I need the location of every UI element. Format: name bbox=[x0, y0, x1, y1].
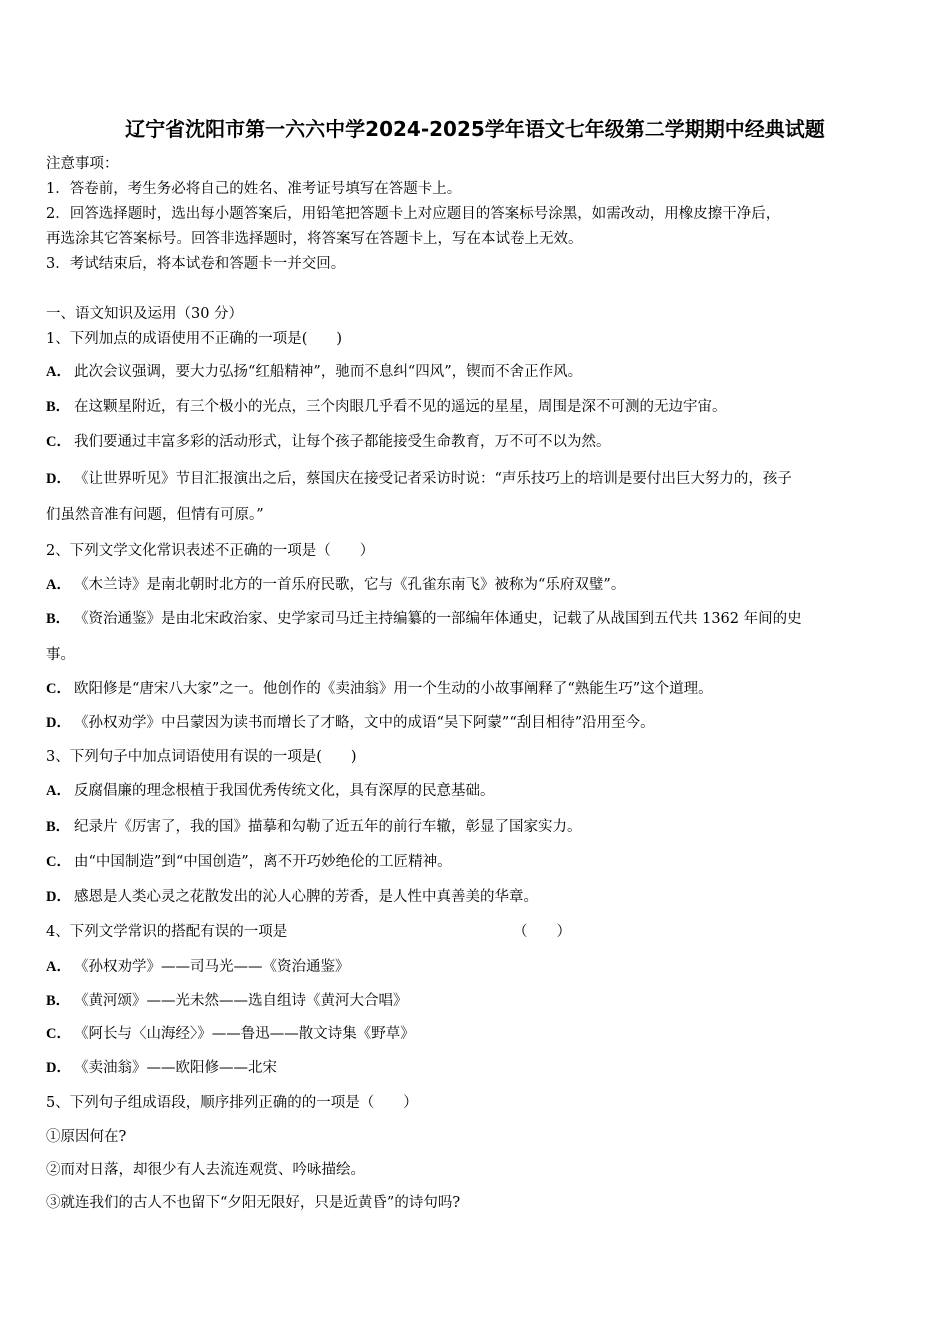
option-text: 欧阳修是“唐宋八大家”之一。他创作的《卖油翁》用一个生动的小故事阐释了“熟能生巧”这个道理。 bbox=[74, 681, 713, 697]
q4-answer-paren: （ ） bbox=[513, 924, 571, 940]
option-label: A． bbox=[46, 959, 71, 975]
q5-sentence-2: ②而对日落，却很少有人去流连观赏、吟咏描绘。 bbox=[46, 1162, 365, 1178]
q1-option-d bbox=[46, 467, 792, 488]
q5-sentence-1: ①原因何在? bbox=[46, 1129, 127, 1145]
option-label: A． bbox=[46, 577, 71, 593]
q4-option-a bbox=[46, 955, 350, 976]
option-text: 在这颗星附近，有三个极小的光点，三个肉眼几乎看不见的遥远的星星，周围是深不可测的无边宇宙。 bbox=[74, 399, 727, 415]
option-text: 《资治通鉴》是由北宋政治家、史学家司马迁主持编纂的一部编年体通史，记载了从战国到五代共 1362 年间的史 bbox=[74, 611, 802, 627]
option-text: 《阿长与〈山海经〉》——鲁迅——散文诗集《野草》 bbox=[74, 1026, 415, 1042]
q2-option-c bbox=[46, 677, 713, 698]
section-heading: 一、语文知识及运用（30 分） bbox=[46, 306, 244, 322]
q1-option-d-cont: 们虽然音准有问题，但情有可原。” bbox=[46, 507, 264, 523]
q3-option-b bbox=[46, 815, 582, 836]
option-label: C． bbox=[46, 854, 71, 870]
option-label: B． bbox=[46, 993, 71, 1009]
option-label: D． bbox=[46, 1060, 71, 1076]
option-text: 《黄河颂》——光未然——选自组诗《黄河大合唱》 bbox=[74, 993, 408, 1009]
option-text: 由“中国制造”到“中国创造”，离不开巧妙绝伦的工匠精神。 bbox=[74, 854, 452, 870]
q3-option-c bbox=[46, 850, 452, 871]
q1-option-c bbox=[46, 430, 611, 451]
notice-item-2: 2．回答选择题时，选出每小题答案后，用铅笔把答题卡上对应题目的答案标号涂黑，如需改动，用橡皮擦干净后， bbox=[46, 206, 781, 222]
option-text: 《木兰诗》是南北朝时北方的一首乐府民歌，它与《孔雀东南飞》被称为“乐府双璧”。 bbox=[74, 577, 626, 593]
option-text: 感恩是人类心灵之花散发出的沁人心脾的芳香，是人性中真善美的华章。 bbox=[74, 889, 538, 905]
q3-stem: 3、下列句子中加点词语使用有误的一项是( ) bbox=[46, 749, 357, 765]
q4-option-b bbox=[46, 989, 408, 1010]
q2-option-a bbox=[46, 573, 625, 594]
q3-option-d bbox=[46, 885, 538, 906]
exam-title: 辽宁省沈阳市第一六六中学2024-2025学年语文七年级第二学期期中经典试题 bbox=[125, 117, 825, 141]
option-label: B． bbox=[46, 611, 71, 627]
notice-item-2-cont: 再选涂其它答案标号。回答非选择题时，将答案写在答题卡上，写在本试卷上无效。 bbox=[46, 231, 583, 247]
option-text: 我们要通过丰富多彩的活动形式，让每个孩子都能接受生命教育，万不可不以为然。 bbox=[74, 434, 611, 450]
option-label: A． bbox=[46, 783, 71, 799]
q5-sentence-3: ③就连我们的古人不也留下“夕阳无限好，只是近黄昏”的诗句吗? bbox=[46, 1195, 461, 1211]
option-label: D． bbox=[46, 715, 71, 731]
option-label: D． bbox=[46, 471, 71, 487]
q5-stem: 5、下列句子组成语段，顺序排列正确的的一项是（ ） bbox=[46, 1095, 418, 1111]
option-label: C． bbox=[46, 434, 71, 450]
option-text: 《让世界听见》节目汇报演出之后，蔡国庆在接受记者采访时说：“声乐技巧上的培训是要付出巨大努力的，孩子 bbox=[74, 471, 792, 487]
q4-option-c bbox=[46, 1022, 415, 1043]
q4-stem: 4、下列文学常识的搭配有误的一项是 bbox=[46, 924, 288, 940]
q4-option-d bbox=[46, 1056, 277, 1077]
option-label: A． bbox=[46, 364, 71, 380]
option-text: 《卖油翁》——欧阳修——北宋 bbox=[74, 1060, 277, 1076]
q2-option-d bbox=[46, 711, 655, 732]
q2-option-b-cont: 事。 bbox=[46, 647, 75, 663]
option-label: C． bbox=[46, 681, 71, 697]
option-text: 纪录片《厉害了，我的国》描摹和勾勒了近五年的前行车辙，彰显了国家实力。 bbox=[74, 819, 582, 835]
option-label: D． bbox=[46, 889, 71, 905]
option-text: 此次会议强调，要大力弘扬“红船精神”，驰而不息纠“四风”，锲而不舍正作风。 bbox=[74, 364, 583, 380]
option-text: 《孙权劝学》中吕蒙因为读书而增长了才略，文中的成语“吴下阿蒙”“刮目相待”沿用至今。 bbox=[74, 715, 655, 731]
q1-stem: 1、下列加点的成语使用不正确的一项是( ) bbox=[46, 331, 343, 347]
option-label: B． bbox=[46, 819, 71, 835]
option-text: 反腐倡廉的理念根植于我国优秀传统文化，具有深厚的民意基础。 bbox=[74, 783, 495, 799]
notice-item-3: 3．考试结束后，将本试卷和答题卡一并交回。 bbox=[46, 256, 346, 272]
q2-option-b bbox=[46, 607, 802, 628]
q1-option-b bbox=[46, 395, 727, 416]
option-text: 《孙权劝学》——司马光——《资治通鉴》 bbox=[74, 959, 350, 975]
q3-option-a bbox=[46, 779, 495, 800]
notice-heading: 注意事项： bbox=[46, 156, 119, 172]
q1-option-a bbox=[46, 360, 582, 381]
q2-stem: 2、下列文学文化常识表述不正确的一项是（ ） bbox=[46, 543, 375, 559]
notice-item-1: 1．答卷前，考生务必将自己的姓名、准考证号填写在答题卡上。 bbox=[46, 181, 462, 197]
option-label: C． bbox=[46, 1026, 71, 1042]
option-label: B． bbox=[46, 399, 71, 415]
